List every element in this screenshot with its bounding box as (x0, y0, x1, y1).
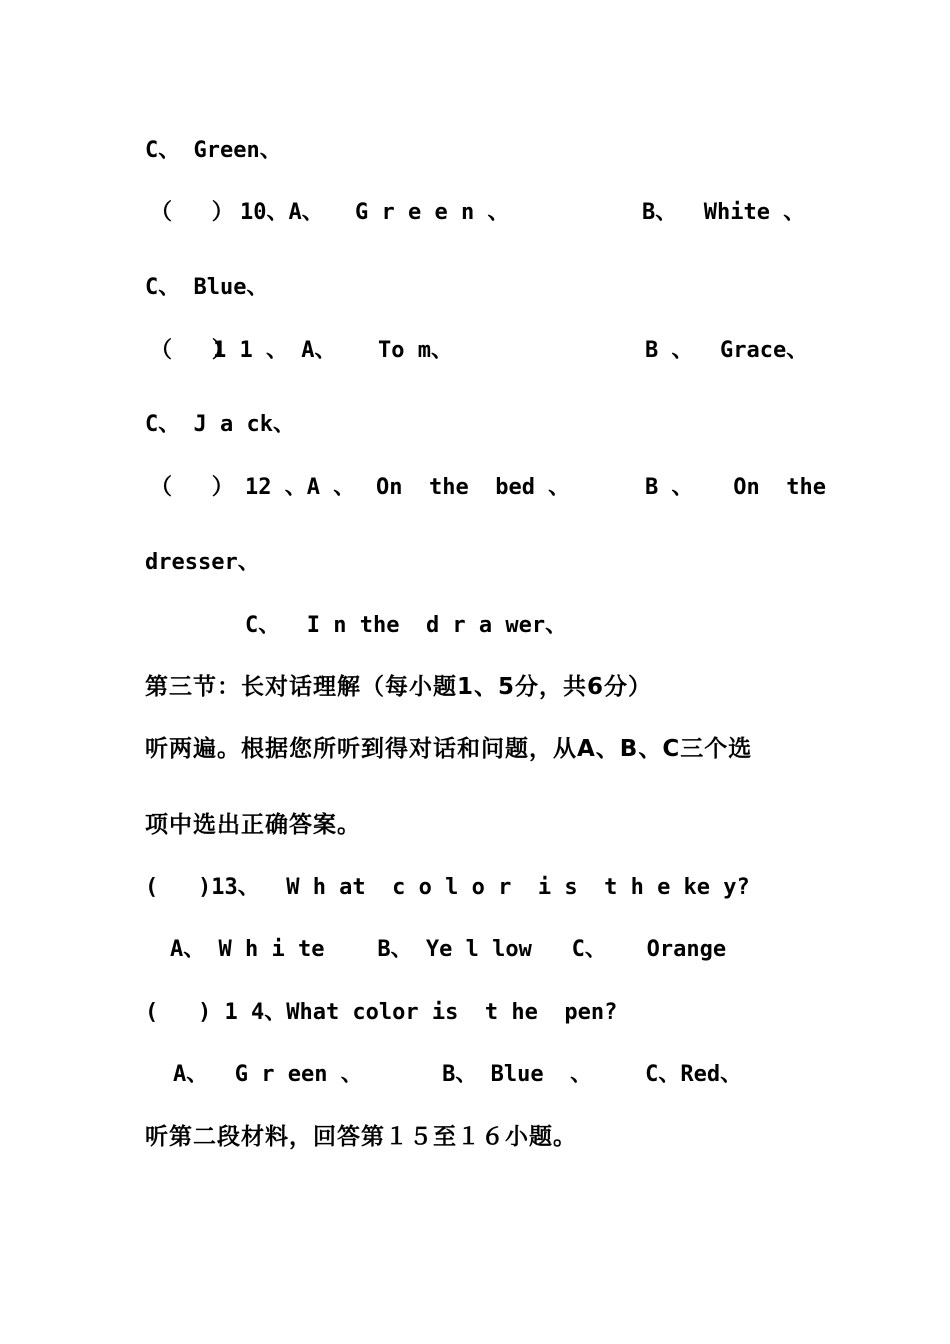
section-two-heading: 听第二段材料，回答第１５至１６小题。 (145, 1124, 577, 1150)
option-c-drawer: C、 I n the d r a wer、 (245, 613, 568, 638)
answer-bracket: （ ） (150, 475, 234, 500)
question-number-option-a: 1 1 、 A、 (213, 338, 337, 363)
question-number-option-a: 10、A、 (240, 200, 324, 225)
answer-bracket: （ ） (150, 338, 234, 363)
question-12 (0, 473, 950, 503)
question-10 (0, 198, 950, 228)
question-number-option-a: 12 、A 、 (245, 475, 356, 500)
option-b-text: B 、 Grace、 (645, 338, 809, 363)
question-13-options: A、 W h i te B、 Ye l low C、 Orange (170, 937, 727, 962)
answer-bracket: （ ） (150, 200, 234, 225)
option-b-text: B 、 On the (645, 475, 826, 500)
section-heading: 第三节：长对话理解（每小题1、5分，共6分） (145, 674, 653, 700)
question-11 (0, 336, 950, 366)
option-c-green: C、 Green、 (145, 138, 282, 163)
question-13: ( )13、 W h at c o l o r i s t h e ke y? (145, 875, 750, 900)
question-14: ( ) 1 4、What color is t he pen? (145, 1000, 618, 1025)
option-c-blue: C、 Blue、 (145, 275, 269, 300)
option-a-text: On the bed 、 (376, 475, 571, 500)
option-c-jack: C、 J a ck、 (145, 412, 295, 437)
option-b-text: B、 White 、 (642, 200, 806, 225)
section-instructions-continued: 项中选出正确答案。 (145, 812, 361, 838)
option-b-continuation: dresser、 (145, 550, 260, 575)
option-a-text: G r e e n 、 (355, 200, 510, 225)
option-a-text: To m、 (378, 338, 453, 363)
question-14-options: A、 G r een 、 B、 Blue 、 C、Red、 (173, 1062, 743, 1087)
section-instructions: 听两遍。根据您所听到得对话和问题，从A、B、C三个选 (145, 736, 753, 762)
